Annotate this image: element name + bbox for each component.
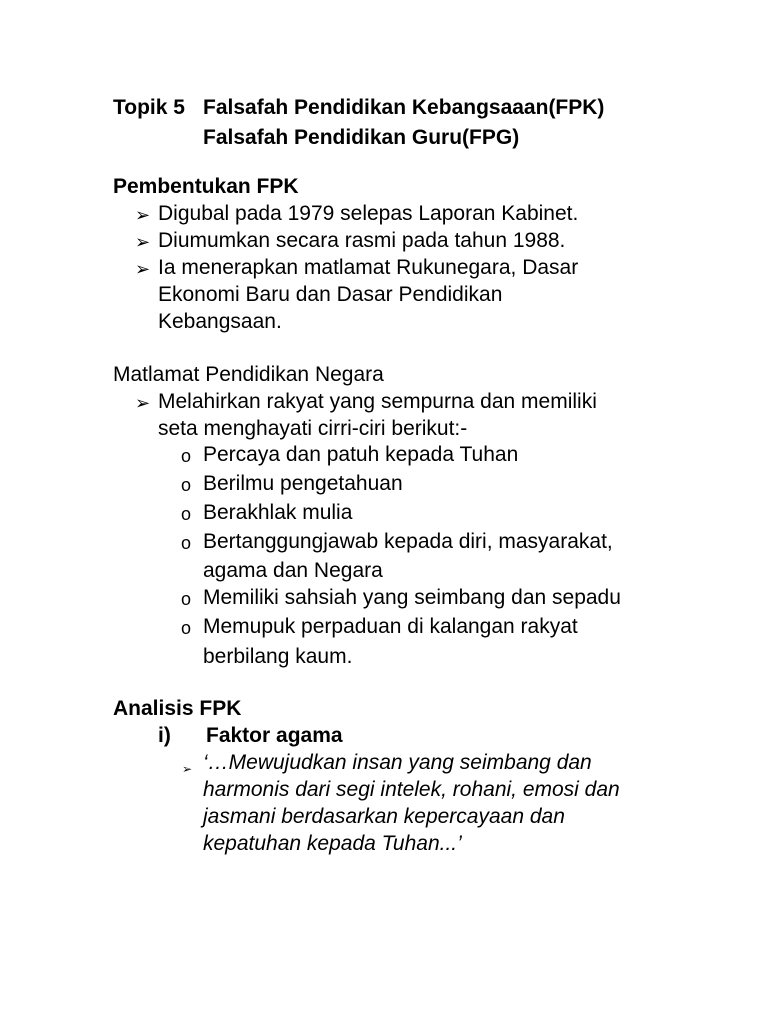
quote-line: jasmani berdasarkan kepercayaan dan [203, 805, 565, 828]
list-item-continuation: Kebangsaan. [158, 310, 282, 333]
arrow-bullet-icon: ➢ [182, 762, 193, 776]
arrow-bullet-icon: ➢ [135, 205, 151, 225]
arrow-bullet-icon: ➢ [135, 393, 151, 413]
sub-list-item: Memiliki sahsiah yang seimbang dan sepadu [203, 586, 621, 609]
list-item: Melahirkan rakyat yang sempurna dan memiliki [158, 390, 597, 413]
list-item: Diumumkan secara rasmi pada tahun 1988. [158, 229, 566, 252]
list-item-continuation: Ekonomi Baru dan Dasar Pendidikan [158, 283, 503, 306]
section-heading-pembentukan: Pembentukan FPK [113, 175, 299, 198]
item-number: i) [158, 724, 171, 747]
circle-bullet-icon: o [181, 618, 192, 638]
sub-list-item: Memupuk perpaduan di kalangan rakyat [203, 615, 578, 638]
sub-list-item: Berakhlak mulia [203, 501, 353, 524]
section-heading-analisis: Analisis FPK [113, 697, 242, 720]
quote-line: kepatuhan kepada Tuhan...’ [203, 832, 462, 855]
sub-list-item: Berilmu pengetahuan [203, 472, 403, 495]
quote-line: ‘…Mewujudkan insan yang seimbang dan [203, 751, 592, 774]
sub-list-item: Bertanggungjawab kepada diri, masyarakat, [203, 530, 613, 553]
title-fpg: Falsafah Pendidikan Guru(FPG) [203, 126, 520, 149]
circle-bullet-icon: o [181, 533, 192, 553]
list-item-continuation: seta menghayati cirri-ciri berikut:- [158, 417, 468, 440]
list-item: Digubal pada 1979 selepas Laporan Kabinet. [158, 202, 579, 225]
circle-bullet-icon: o [181, 446, 192, 466]
circle-bullet-icon: o [181, 504, 192, 524]
section-heading-matlamat: Matlamat Pendidikan Negara [113, 363, 384, 386]
sub-list-item-continuation: berbilang kaum. [203, 645, 353, 668]
circle-bullet-icon: o [181, 475, 192, 495]
title-fpk: Falsafah Pendidikan Kebangsaaan(FPK) [203, 96, 605, 119]
list-item: Ia menerapkan matlamat Rukunegara, Dasar [158, 256, 579, 279]
item-label: Faktor agama [206, 724, 343, 747]
circle-bullet-icon: o [181, 589, 192, 609]
arrow-bullet-icon: ➢ [135, 259, 151, 279]
arrow-bullet-icon: ➢ [135, 232, 151, 252]
sub-list-item-continuation: agama dan Negara [203, 559, 383, 582]
quote-line: harmonis dari segi intelek, rohani, emosi dan [203, 778, 620, 801]
topic-number: Topik 5 [113, 96, 185, 119]
sub-list-item: Percaya dan patuh kepada Tuhan [203, 443, 519, 466]
